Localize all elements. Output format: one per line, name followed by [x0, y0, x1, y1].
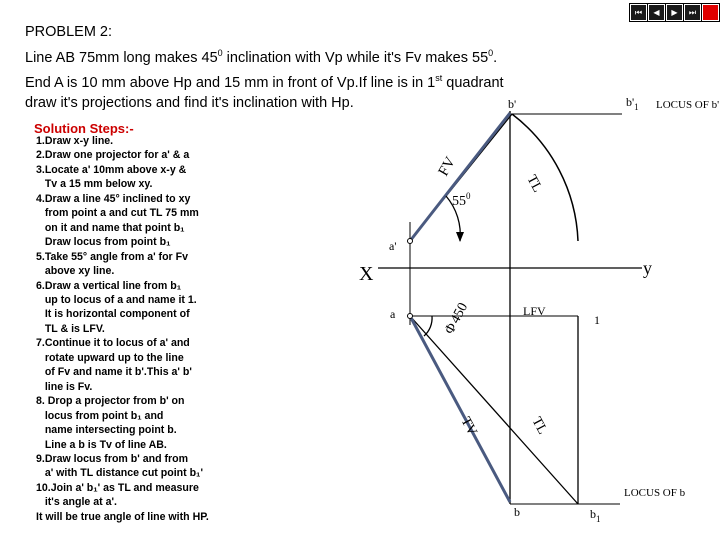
tl-rotation-arc [512, 114, 578, 241]
last-slide-icon: ⏭ [688, 7, 697, 17]
solution-step-line: Line a b is Tv of line AB. [36, 438, 167, 451]
solution-step-line: 3.Locate a' 10mm above x-y & [36, 163, 187, 176]
solution-step-line: from point a and cut TL 75 mm [36, 207, 199, 220]
point-a [408, 314, 413, 319]
problem-line-3: draw it's projections and find it's inclination with Hp. [25, 95, 354, 112]
solution-step-line: above xy line. [36, 265, 115, 278]
label-angle-45: Φ450 [442, 300, 472, 337]
true-length-line-lower [410, 316, 578, 504]
solution-step-line: 10.Join a' b₁' as TL and measure [36, 481, 199, 494]
angle-55-arrowhead [456, 232, 464, 242]
solution-step-line: up to locus of a and name it 1. [36, 293, 197, 306]
label-locus-of-b-prime: LOCUS OF b' [656, 99, 720, 111]
solution-step-line: of Fv and name it b'.This a' b' [36, 366, 192, 379]
solution-step-line: 6.Draw a vertical line from b₁ [36, 279, 182, 292]
solution-step-line: It will be true angle of line with HP. [36, 510, 209, 523]
solution-step-line: on it and name that point b₁ [36, 221, 185, 234]
solution-step-line: Tv a 15 mm below xy. [36, 178, 153, 191]
problem-heading: PROBLEM 2: [25, 24, 113, 40]
solution-step-line: 5.Take 55° angle from a' for Fv [36, 250, 188, 263]
label-a-prime: a' [389, 239, 397, 253]
solution-step-line: 4.Draw a line 45° inclined to xy [36, 192, 191, 205]
solution-step-line: TL & is LFV. [36, 322, 105, 335]
solution-steps-title: Solution Steps:- [34, 121, 134, 136]
label-a: a [390, 307, 396, 321]
label-tv: TV [457, 414, 480, 439]
label-fv: FV [435, 154, 460, 179]
front-view-line [410, 113, 510, 241]
solution-step-line: 9.Draw locus from b' and from [36, 452, 189, 465]
label-b-prime: b' [508, 97, 517, 111]
label-angle-55: $55^0$ [452, 191, 471, 209]
solution-step-line: name intersecting point b. [36, 424, 177, 437]
label-b: b [514, 505, 520, 519]
label-x: X [359, 263, 374, 285]
solution-step-line: It is horizontal component of [36, 308, 190, 321]
label-b1: $b_1$ [590, 507, 601, 524]
solution-step-line: locus from point b₁ and [36, 409, 164, 422]
problem-line-2: End A is 10 mm above Hp and 15 mm in front of Vp.If line is in 1st quadrant [25, 72, 504, 91]
previous-slide-icon: ◀ [653, 7, 660, 17]
next-slide-icon: ▶ [671, 7, 678, 17]
problem-line-1: Line AB 75mm long makes $45^0$ inclination with Vp while it's Fv makes $55^0$. [25, 47, 498, 66]
label-b1-prime: $b'_1$ [626, 95, 639, 112]
solution-step-line: Draw locus from point b₁ [36, 236, 171, 249]
top-view-line [410, 316, 510, 502]
point-a-prime [408, 239, 413, 244]
solution-step-line: line is Fv. [36, 380, 93, 393]
solution-step-line: a' with TL distance cut point b₁' [36, 467, 203, 480]
solution-step-line: 7.Continue it to locus of a' and [36, 337, 190, 350]
label-tl-lower: TL [528, 414, 550, 437]
solution-step-line: 2.Draw one projector for a' & a [36, 149, 190, 162]
label-locus-of-b: LOCUS OF b [624, 487, 686, 499]
solution-step-line: rotate upward up to the line [36, 351, 184, 364]
label-y: y [643, 258, 652, 278]
solution-step-line: 8. Drop a projector from b' on [36, 395, 185, 408]
first-slide-icon: ⏮ [634, 7, 643, 17]
solution-step-line: 1.Draw x-y line. [36, 135, 114, 147]
solution-step-line: it's angle at a'. [36, 496, 117, 509]
label-point-1: 1 [594, 313, 600, 327]
label-tl-upper: TL [523, 172, 545, 195]
label-lfv: LFV [523, 304, 546, 318]
